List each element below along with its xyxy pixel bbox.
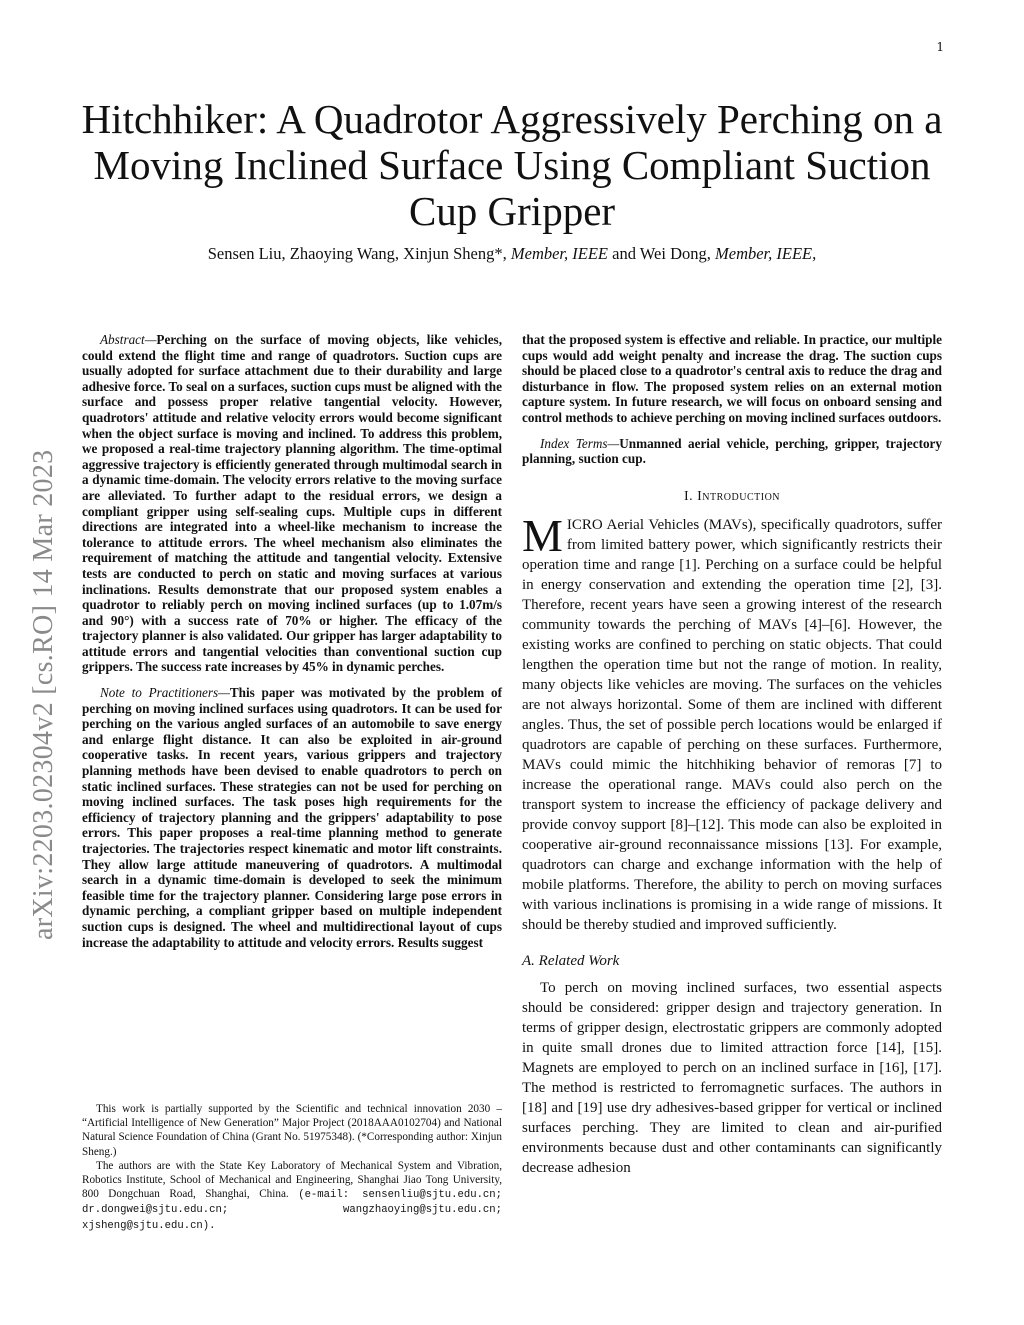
index-terms-label: Index Terms— <box>540 435 620 451</box>
author-names-last: and Wei Dong, <box>608 244 715 263</box>
author-membership-1: Member, IEEE <box>510 244 609 263</box>
arxiv-identifier[interactable]: arXiv:2203.02304v2 [cs.RO] 14 Mar 2023 <box>28 449 59 940</box>
author-emails[interactable]: (e-mail: sensenliu@sjtu.edu.cn; dr.dongwei@sjtu.edu.cn; wangzhaoying@sjtu.edu.cn; xjsheng@sjtu.edu.cn). <box>82 1189 502 1232</box>
page-number: 1 <box>936 40 944 54</box>
funding-footnote: This work is partially supported by the Scientific and technical innovation 2030 – “Artificial Intelligence of New Generation” Major Project (2018AAA0102704) and National Natural Science Foundation of China (Grant No. 51975348). (*Corresponding author: Xinjun Sheng.) <box>82 1103 502 1158</box>
related-work-paragraph: To perch on moving inclined surfaces, two essential aspects should be considered: gripper design and trajectory generation. In terms of gripper design, electrostatic grippers are commonly adopted in quite small drones due to limited attraction force [14], [15]. Magnets are employed to perch on an inclined surface in [16], [17]. The method is restricted to ferromagnetic surfaces. The authors in [18] and [19] use dry adhesives-based gripper for vertical or inclined surfaces perching. They are limited to clean and air-purified environments because dust and other contaminants can significantly decrease adhesion <box>522 979 942 1176</box>
footnotes <box>82 1102 502 1233</box>
note-label: Note to Practitioners— <box>100 685 230 701</box>
subsection-heading-related-work: A. Related Work <box>522 952 620 969</box>
abstract-label: Abstract— <box>100 332 157 347</box>
note-continued: that the proposed system is effective and reliable. In practice, our multiple cups would add weight penalty and increase the drag. The suction cups should be placed close to a quadrotor's central axis to reduce the drag and disturbance in flow. The proposed system relies on an external motion capture system. In future research, we will focus on onboard sensing and control methods to achieve perching on moving inclined surfaces outdoors. <box>522 332 942 425</box>
paper-title: Hitchhiker: A Quadrotor Aggressively Perching on a Moving Inclined Surface Using Compliant Suction Cup Gripper <box>81 96 943 234</box>
note-to-practitioners <box>82 685 502 950</box>
section-heading-introduction: I. Introduction <box>683 488 781 504</box>
drop-cap: M <box>522 509 563 561</box>
author-membership-2: Member, IEEE, <box>715 244 817 263</box>
introduction-text: ICRO Aerial Vehicles (MAVs), specifically quadrotors, suffer from limited battery power, which significantly restricts their operation time and range [1]. Perching on a surface could be helpful in energy conservation and extending the operation time [2], [3]. Therefore, recent years have seen a growing interest of the research community towards the perching of MAVs [4]–[6]. However, the existing works are confined to perching on static objects. That could lengthen the operation time but not the range of motion. In reality, many objects like vehicles are moving. The surfaces on the vehicles are not always horizontal. Some of them are inclined with different angles. Thus, the set of possible perch locations would be enlarged if quadrotors are capable of perching on these surfaces. Furthermore, MAVs could mimic the hitchhiking behavior of remoras [7] to increase the operational range. MAVs could also perch on the transport system to increase the efficiency of package delivery and provide convoy support [8]–[12]. This mode can also be exploited in cooperative air-ground reconnaissance missions [13]. For example, quadrotors can charge and exchange information with the help of mobile platforms. Therefore, the ability to perch on moving surfaces with various inclinations is promising in a wide range of missions. It should be thereby studied and improved sufficiently. <box>522 516 942 933</box>
left-column <box>82 332 502 960</box>
affiliation-footnote <box>82 1159 502 1233</box>
right-column <box>522 332 942 1178</box>
introduction-paragraph <box>522 509 942 935</box>
affiliation-text: The authors are with the State Key Laboratory of Mechanical System and Vibration, Robotics Institute, School of Mechanical and Engineering, Shanghai Jiao Tong University, 800 Dongchuan Road, Shanghai, China. <box>82 1159 502 1201</box>
author-names: Sensen Liu, Zhaoying Wang, Xinjun Sheng*, <box>207 244 511 263</box>
index-terms <box>522 436 942 467</box>
author-list <box>80 244 944 264</box>
note-text: This paper was motivated by the problem of perching on moving inclined surfaces using quadrotors. It can be used for perching on the various angled surfaces of an automobile to save energy and enlarge flight distance. It can also be exploited in air-ground cooperative tasks. In recent years, various grippers and trajectory planning methods have been devised to enable quadrotors to perch on static inclined surfaces. These strategies can not be used for perching on moving inclined surfaces. The task poses high requirements for the efficiency of trajectory planning and the grippers' adaptability to pose errors. This paper proposes a real-time planning method to generate trajectories. The trajectories respect kinematic and motor lift constraints. They allow large attitude maneuvering of quadrotors. A multimodal search in a dynamic time-domain is developed to seek the minimum feasible time for the trajectory planner. Considering large pose errors in dynamic perching, a compliant gripper based on multiple independent suction cups is designed. The wheel and multidirectional layout of cups increase the adaptability to attitude and velocity errors. Results suggest <box>82 685 502 950</box>
index-terms-text: Unmanned aerial vehicle, perching, gripper, trajectory planning, suction cup. <box>522 435 943 467</box>
abstract <box>82 332 502 675</box>
abstract-text: Perching on the surface of moving objects, like vehicles, could extend the flight time and range of quadrotors. Suction cups are usually adopted for surface attachment due to their durability and large adhesive force. To seal on a surfaces, suction cups must be aligned with the surface and possess proper relative tangential velocity. However, quadrotors' attitude and relative velocity errors would become significant when the object surface is moving and inclined. To address this problem, we proposed a real-time trajectory planning algorithm. The time-optimal aggressive trajectory is efficiently generated through multimodal search in a dynamic time-domain. The velocity errors relative to the moving surface are alleviated. To further adapt to the residual errors, we design a compliant gripper using self-sealing cups. Multiple cups in different directions are integrated into a wheel-like mechanism to increase the tolerance to attitude errors. The wheel mechanism also eliminates the requirement of matching the attitude and tangential velocity. Extensive tests are conducted to perch on static and moving surfaces at various inclinations. Results demonstrate that our proposed system enables a quadrotor to reliably perch on moving inclined surfaces (up to 1.07m/s and 90°) with a success rate of 70% or higher. The efficacy of the trajectory planner is also validated. Our gripper has larger adaptability to attitude errors and tangential velocities than conventional suction cup grippers. The success rate increases by 45% in dynamic perches. <box>82 332 502 675</box>
